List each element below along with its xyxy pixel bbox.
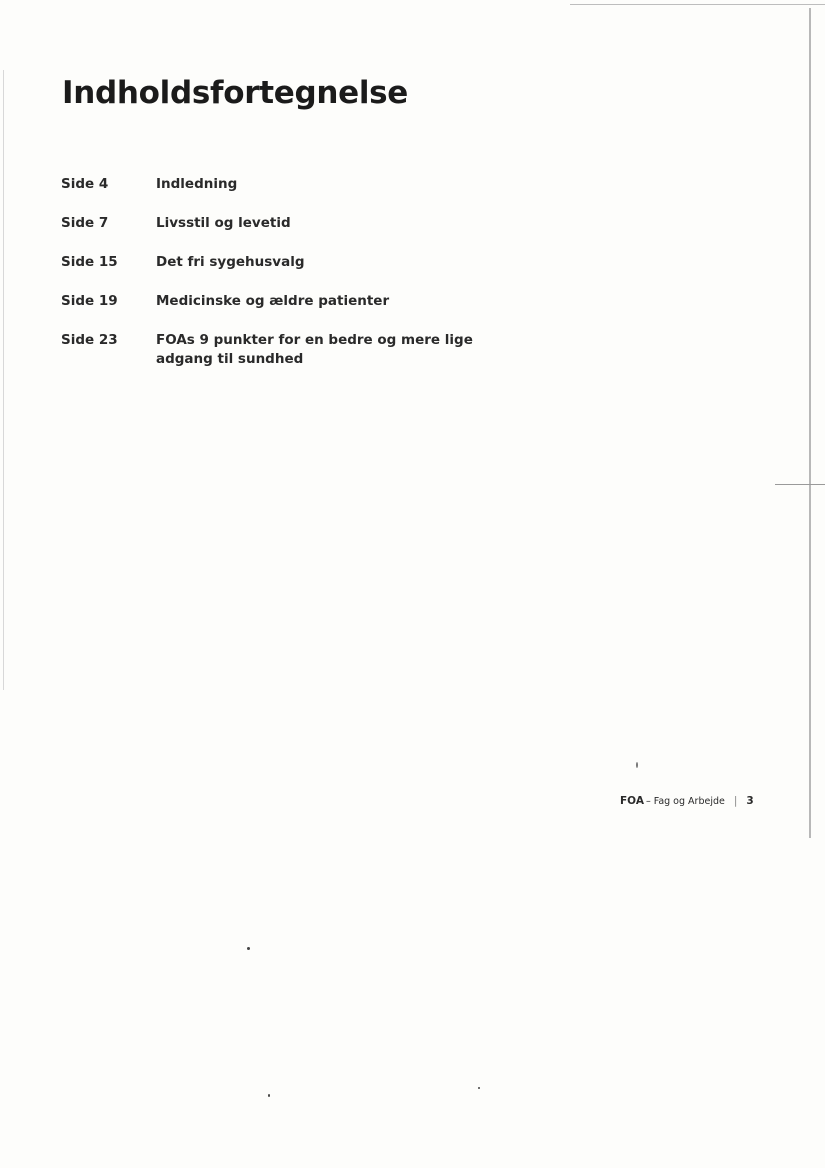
- scan-speck: [478, 1087, 480, 1089]
- scan-registration-mark: [775, 484, 825, 485]
- toc-entry-title: Medicinske og ældre patienter: [156, 293, 390, 309]
- table-of-contents: [61, 175, 531, 389]
- scan-speck: [636, 762, 638, 768]
- scan-edge-left: [3, 70, 4, 690]
- toc-entry-title: Livsstil og levetid: [156, 215, 291, 231]
- toc-page-number: Side 4: [61, 176, 109, 192]
- page-title: Indholdsfortegnelse: [62, 75, 409, 111]
- page-footer: [620, 795, 754, 807]
- scan-speck: [268, 1094, 270, 1097]
- toc-page-number: Side 7: [61, 215, 109, 231]
- footer-page-number: 3: [746, 795, 754, 807]
- toc-entry: [61, 253, 531, 272]
- toc-page-number: Side 15: [61, 254, 118, 270]
- toc-entry: [61, 214, 531, 233]
- toc-entry-title: Det fri sygehusvalg: [156, 254, 305, 270]
- scan-edge-right: [809, 8, 811, 838]
- toc-entry: [61, 175, 531, 194]
- toc-entry-title: Indledning: [156, 176, 238, 192]
- toc-page-number: Side 19: [61, 293, 118, 309]
- footer-separator: |: [733, 795, 738, 807]
- toc-entry-title: FOAs 9 punkter for en bedre og mere lige adgang til sundhed: [156, 332, 473, 367]
- scan-speck: [247, 947, 250, 950]
- footer-subtitle: – Fag og Arbejde: [645, 795, 725, 807]
- footer-brand: FOA: [620, 795, 644, 807]
- scan-edge-top: [570, 4, 825, 5]
- toc-entry: [61, 292, 531, 311]
- toc-entry: [61, 331, 531, 369]
- toc-page-number: Side 23: [61, 332, 118, 348]
